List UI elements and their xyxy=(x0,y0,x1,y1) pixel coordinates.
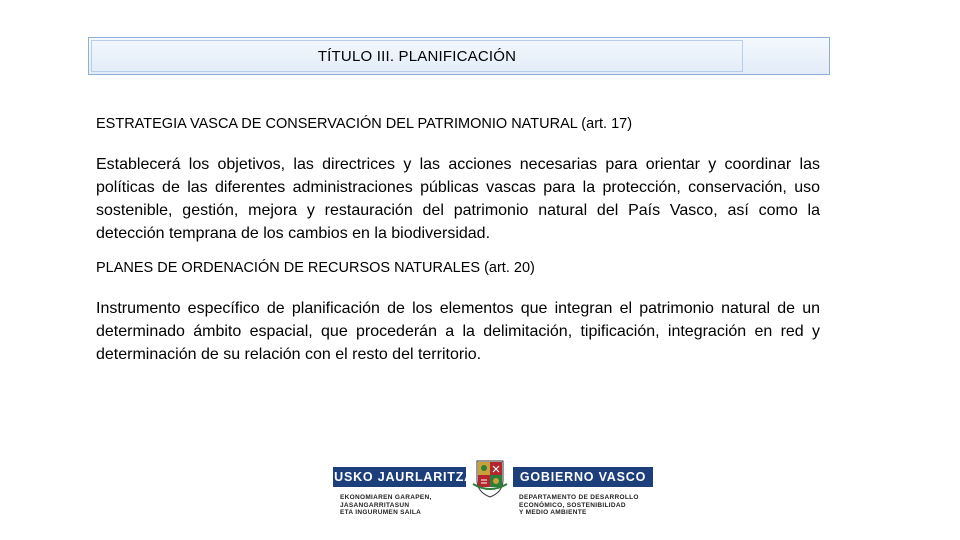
section-heading-strategy: ESTRATEGIA VASCA DE CONSERVACIÓN DEL PATRIMONIO NATURAL (art. 17) xyxy=(96,116,633,132)
logo-right-dept-line: DEPARTAMENTO DE DESARROLLO xyxy=(519,494,639,501)
logo-left-dept-line: JASANGARRITASUN xyxy=(340,501,410,509)
logo-left-name: EUSKO JAURLARITZA xyxy=(333,467,466,487)
logo-right-name: GOBIERNO VASCO xyxy=(513,467,653,487)
government-logo xyxy=(324,458,653,520)
section-body-strategy: Establecerá los objetivos, las directrices y las acciones necesarias para orientar y coordinar las políticas de las diferentes administraciones públicas vascas para la protección, conservación, uso sostenible, gestión, mejora y restauración del patrimonio natural del País Vasco, así como la detección temprana de los cambios en la biodiversidad. xyxy=(96,156,820,242)
page-title: TÍTULO III. PLANIFICACIÓN xyxy=(91,40,743,72)
logo-right-dept-line: ECONÓMICO, SOSTENIBILIDAD xyxy=(519,501,626,509)
logo-left-dept-line: EKONOMIAREN GARAPEN, xyxy=(340,494,432,501)
logo-left-dept-line: ETA INGURUMEN SAILA xyxy=(340,509,422,516)
logo-right-dept-line: Y MEDIO AMBIENTE xyxy=(519,509,587,516)
section-body-plans: Instrumento específico de planificación de los elementos que integran el patrimonio natural de un determinado ámbito espacial, que procederán a la delimitación, tipificación, integración en red y determinación de su relación con el resto del territorio. xyxy=(96,300,820,363)
title-banner xyxy=(88,37,830,75)
section-heading-plans: PLANES DE ORDENACIÓN DE RECURSOS NATURALES (art. 20) xyxy=(96,260,535,276)
logo-left-department xyxy=(340,494,432,517)
logo-right-department xyxy=(519,494,639,517)
coat-of-arms-icon xyxy=(471,458,509,498)
